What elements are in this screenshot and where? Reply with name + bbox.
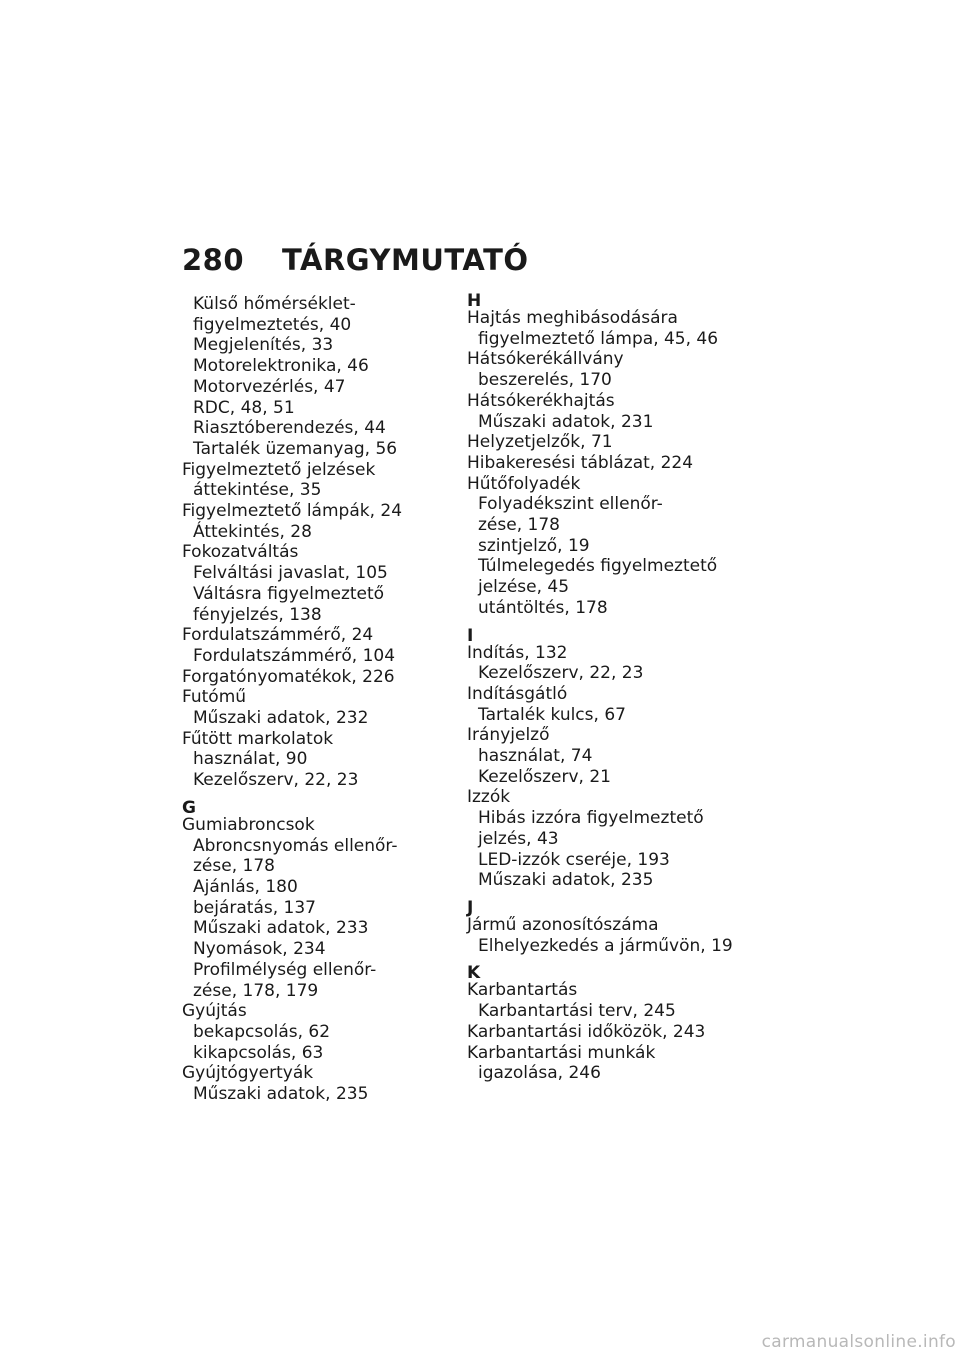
index-entry: Helyzetjelzők, 71 bbox=[467, 432, 613, 453]
index-entry: Irányjelző bbox=[467, 725, 550, 746]
index-entry: Karbantartási időközök, 243 bbox=[467, 1021, 706, 1042]
index-entry: Forgatónyomatékok, 226 bbox=[182, 666, 395, 687]
index-entry: Hátsókerékhajtás bbox=[467, 390, 615, 411]
index-entry: Futómű bbox=[182, 687, 247, 708]
index-entry: Gyújtógyertyák bbox=[182, 1063, 314, 1084]
index-subentry: figyelmeztető lámpa, 45, 46 bbox=[478, 328, 719, 349]
index-subentry: Profilmélység ellenőr- bbox=[193, 959, 377, 980]
index-subentry: Áttekintés, 28 bbox=[193, 521, 312, 542]
index-subentry: utántöltés, 178 bbox=[478, 597, 608, 618]
index-column-right bbox=[467, 291, 757, 1084]
index-entry: Karbantartási munkák bbox=[467, 1042, 656, 1063]
index-subentry: LED-izzók cseréje, 193 bbox=[478, 849, 670, 870]
index-subentry: Elhelyezkedés a járművön, 19 bbox=[478, 935, 733, 956]
index-subentry: használat, 74 bbox=[478, 746, 593, 767]
index-entry: Hajtás meghibásodására bbox=[467, 308, 678, 328]
index-entry: Karbantartás bbox=[467, 980, 578, 1001]
index-entry: Fokozatváltás bbox=[182, 542, 299, 563]
index-subentry: Kezelőszerv, 22, 23 bbox=[478, 663, 644, 684]
index-subentry: bekapcsolás, 62 bbox=[193, 1021, 331, 1042]
index-subentry: fényjelzés, 138 bbox=[193, 604, 322, 625]
index-subentry: RDC, 48, 51 bbox=[193, 397, 295, 418]
index-letter-heading: K bbox=[467, 963, 481, 984]
index-subentry: jelzése, 45 bbox=[478, 577, 570, 598]
index-entry: Indításgátló bbox=[467, 683, 568, 704]
index-subentry: Műszaki adatok, 232 bbox=[193, 708, 369, 729]
index-entry: Fűtött markolatok bbox=[182, 728, 334, 749]
index-subentry: jelzés, 43 bbox=[478, 828, 559, 849]
index-subentry: zése, 178 bbox=[193, 856, 275, 877]
index-subentry: Motorelektronika, 46 bbox=[193, 356, 369, 377]
index-entry: Hibakeresési táblázat, 224 bbox=[467, 452, 694, 473]
index-subentry: beszerelés, 170 bbox=[478, 370, 612, 391]
index-entry: Hátsókerékállvány bbox=[467, 349, 624, 370]
index-subentry: Váltásra figyelmeztető bbox=[193, 583, 385, 604]
index-subentry: Folyadékszint ellenőr- bbox=[478, 494, 663, 515]
index-subentry: Megjelenítés, 33 bbox=[193, 335, 334, 356]
watermark: carmanualsonline.info bbox=[761, 1332, 956, 1352]
index-subentry: Nyomások, 234 bbox=[193, 939, 326, 960]
index-subentry: zése, 178 bbox=[478, 515, 560, 536]
index-entry: Jármű azonosítószáma bbox=[467, 914, 659, 935]
index-subentry: Túlmelegedés figyelmeztető bbox=[478, 556, 718, 577]
index-subentry: Karbantartási terv, 245 bbox=[478, 1001, 676, 1022]
index-entry: Hűtőfolyadék bbox=[467, 473, 581, 494]
index-subentry: Műszaki adatok, 235 bbox=[478, 870, 654, 891]
index-subentry: Felváltási javaslat, 105 bbox=[193, 563, 388, 584]
index-subentry: Műszaki adatok, 235 bbox=[193, 1084, 369, 1105]
index-subentry: bejáratás, 137 bbox=[193, 897, 316, 918]
index-subentry: Ajánlás, 180 bbox=[193, 876, 298, 897]
index-entry: Fordulatszámmérő, 24 bbox=[182, 625, 374, 646]
index-subentry: szintjelző, 19 bbox=[478, 535, 590, 556]
index-subentry: Riasztóberendezés, 44 bbox=[193, 418, 386, 439]
index-subentry: Fordulatszámmérő, 104 bbox=[193, 645, 396, 666]
index-entry: Figyelmeztető lámpák, 24 bbox=[182, 501, 403, 522]
index-entry: Gyújtás bbox=[182, 1001, 247, 1022]
index-letter-heading: I bbox=[467, 625, 474, 646]
index-subentry: Tartalék kulcs, 67 bbox=[478, 704, 626, 725]
index-subentry: Tartalék üzemanyag, 56 bbox=[193, 438, 398, 459]
index-subentry: Abroncsnyomás ellenőr- bbox=[193, 835, 398, 856]
index-letter-heading: G bbox=[182, 797, 196, 818]
index-subentry: Külső hőmérséklet- bbox=[193, 294, 356, 314]
page-number: 280 bbox=[182, 243, 245, 277]
index-subentry: figyelmeztetés, 40 bbox=[193, 314, 352, 335]
index-subentry: Hibás izzóra figyelmeztető bbox=[478, 808, 704, 829]
index-subentry: áttekintése, 35 bbox=[193, 480, 322, 501]
index-letter-heading: J bbox=[467, 897, 474, 918]
index-subentry: Kezelőszerv, 22, 23 bbox=[193, 770, 359, 791]
index-entry: Gumiabroncsok bbox=[182, 814, 315, 835]
index-subentry: Kezelőszerv, 21 bbox=[478, 766, 611, 787]
page-title: TÁRGYMUTATÓ bbox=[282, 243, 529, 277]
index-entry: Figyelmeztető jelzések bbox=[182, 459, 376, 480]
index-subentry: használat, 90 bbox=[193, 749, 308, 770]
index-subentry: kikapcsolás, 63 bbox=[193, 1042, 324, 1063]
index-subentry: Műszaki adatok, 231 bbox=[478, 411, 654, 432]
index-subentry: zése, 178, 179 bbox=[193, 980, 319, 1001]
page-header bbox=[182, 243, 529, 277]
index-subentry: Műszaki adatok, 233 bbox=[193, 918, 369, 939]
index-letter-heading: H bbox=[467, 291, 482, 311]
index-entry: Indítás, 132 bbox=[467, 642, 568, 663]
index-subentry: igazolása, 246 bbox=[478, 1063, 601, 1084]
index-column-left bbox=[182, 294, 472, 1105]
index-entry: Izzók bbox=[467, 787, 511, 808]
index-subentry: Motorvezérlés, 47 bbox=[193, 376, 346, 397]
